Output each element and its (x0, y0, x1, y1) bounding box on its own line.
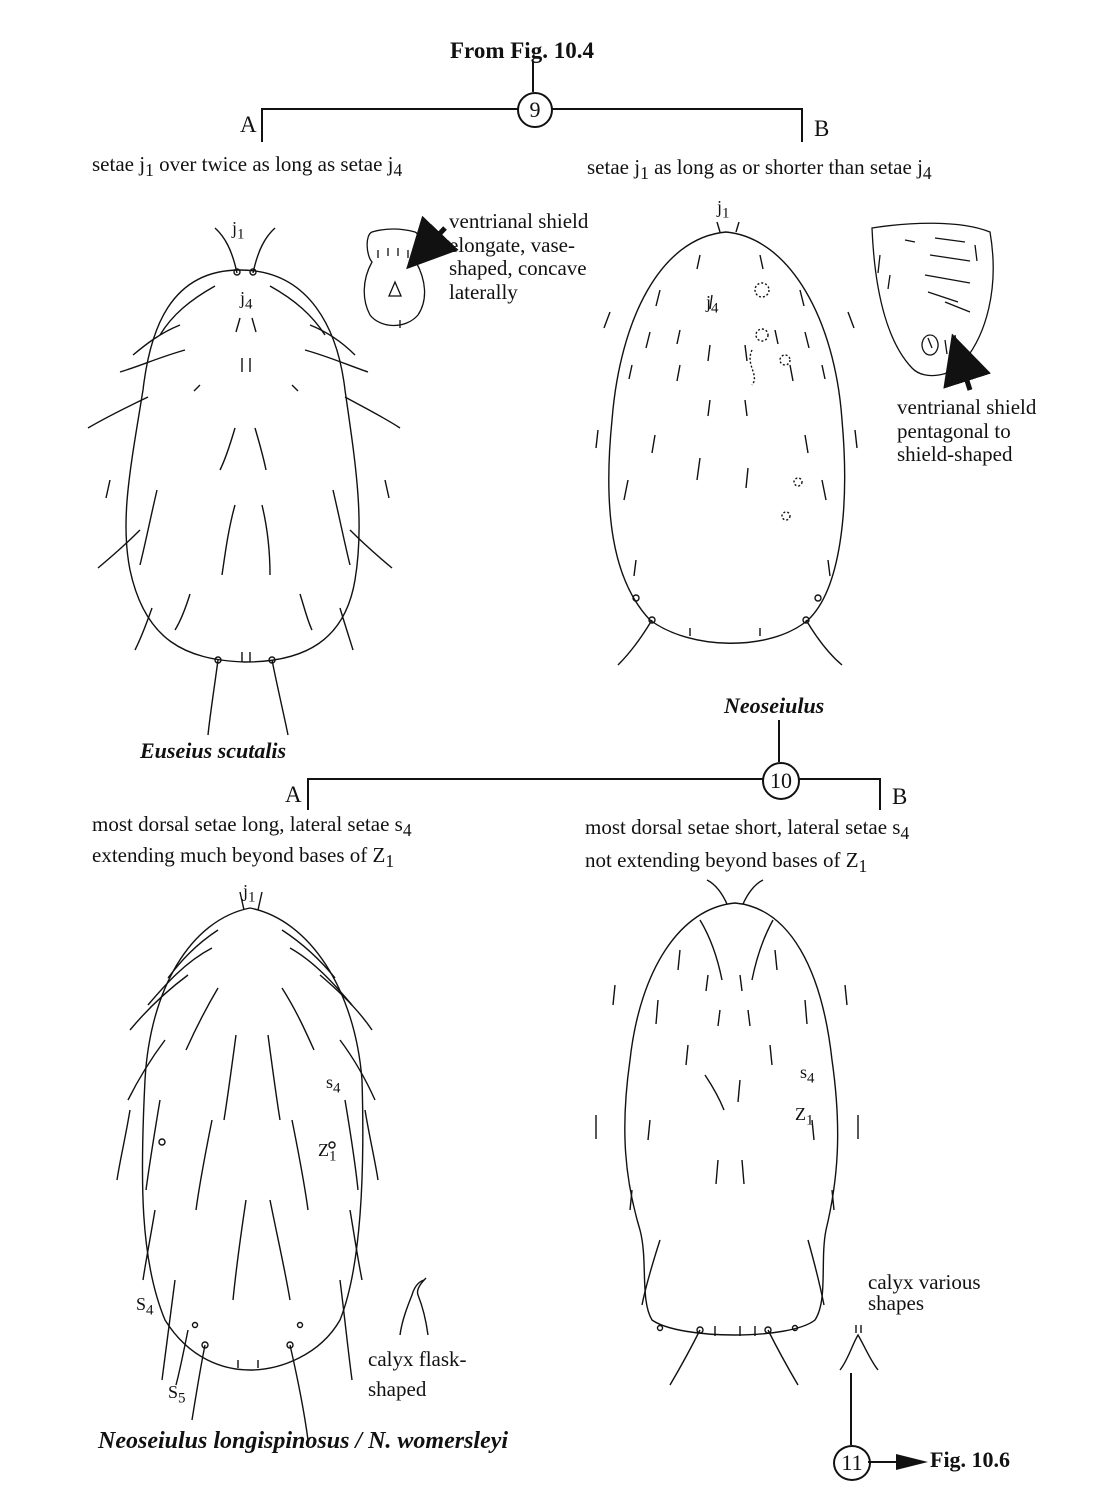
couplet-10-node: 10 (762, 762, 800, 800)
seta-label-z1: $Z_1$ (318, 1140, 337, 1165)
couplet10-lead-a: A (285, 782, 302, 807)
various-calyx (840, 1325, 878, 1370)
seta-label-z1-10b: $Z_1$ (795, 1104, 814, 1129)
couplet10-b-description-line1: most dorsal setae short, lateral setae $s_4$ (585, 815, 910, 844)
seta-label-j4: $j_4$ (240, 288, 253, 313)
shield-outline (609, 232, 845, 643)
shield-outline (126, 270, 359, 662)
neoseiulus-ventrianal-label: ventrianal shield pentagonal to shield-shaped (897, 395, 1037, 467)
seta-label-j1: $j_1$ (232, 218, 245, 243)
next-figure-reference: Fig. 10.6 (930, 1447, 1011, 1472)
neoseiulus-10b-dorsal-shield (596, 880, 858, 1385)
flask-calyx (400, 1278, 428, 1335)
taxon-neoseiulus-longispinosus: Neoseiulus longispinosus / N. womersleyi (98, 1428, 509, 1454)
couplet10-b-description-line2: not extending beyond bases of $Z_1$ (585, 848, 868, 877)
couplet-11-node: 11 (833, 1445, 871, 1481)
euseius-ventrianal-shield (364, 229, 424, 328)
shield-outline (142, 908, 362, 1370)
calyx-various-label: calyx various shapes (868, 1270, 981, 1315)
couplet10-lead-b: B (892, 784, 908, 809)
couplet10-a-description-line1: most dorsal setae long, lateral setae $s_4$ (92, 812, 412, 841)
euseius-ventrianal-label: ventrianal shield elongate, vase-shaped, concave laterally (449, 209, 589, 305)
seta-label-j1-neoseiulus: $j_1$ (717, 197, 730, 222)
couplet-9-node: 9 (517, 92, 553, 128)
calyx-flask-label: calyx flask-shaped (368, 1347, 467, 1402)
couplet9-b-description: setae $j_1$ as long as or shorter than setae $j_4$ (587, 155, 932, 184)
seta-j1-right (253, 228, 275, 273)
seta-label-s4: $s_4$ (326, 1072, 341, 1097)
seta-label-j4-neoseiulus: $j_4$ (706, 292, 719, 317)
seta-label-s4-10b: $s_4$ (800, 1062, 815, 1087)
couplet9-lead-a: A (240, 112, 257, 137)
from-figure-reference: From Fig. 10.4 (450, 38, 594, 63)
longispinosus-dorsal-shield (117, 892, 378, 1440)
seta-j4-right (252, 318, 256, 332)
neoseiulus-9b-dorsal-shield (596, 222, 857, 665)
neoseiulus-ventrianal-shield (872, 223, 993, 375)
couplet10-a-description-line2: extending much beyond bases of $Z_1$ (92, 843, 395, 872)
arrow-to-fig-10-6 (868, 1452, 930, 1472)
seta-j4-left (236, 318, 240, 332)
seta-label-j1-longispinosus: $j_1$ (243, 881, 256, 906)
couplet9-a-description: setae $j_1$ over twice as long as setae $j_4$ (92, 152, 403, 181)
seta-label-S5: $S_5$ (168, 1382, 186, 1407)
euseius-vs-arrow (413, 228, 445, 262)
neoseiulus-vs-arrow (955, 343, 970, 390)
taxon-euseius-scutalis: Euseius scutalis (140, 738, 287, 763)
seta-label-S4: $S_4$ (136, 1294, 154, 1319)
couplet9-lead-b: B (814, 116, 830, 141)
taxon-neoseiulus: Neoseiulus (724, 693, 825, 718)
